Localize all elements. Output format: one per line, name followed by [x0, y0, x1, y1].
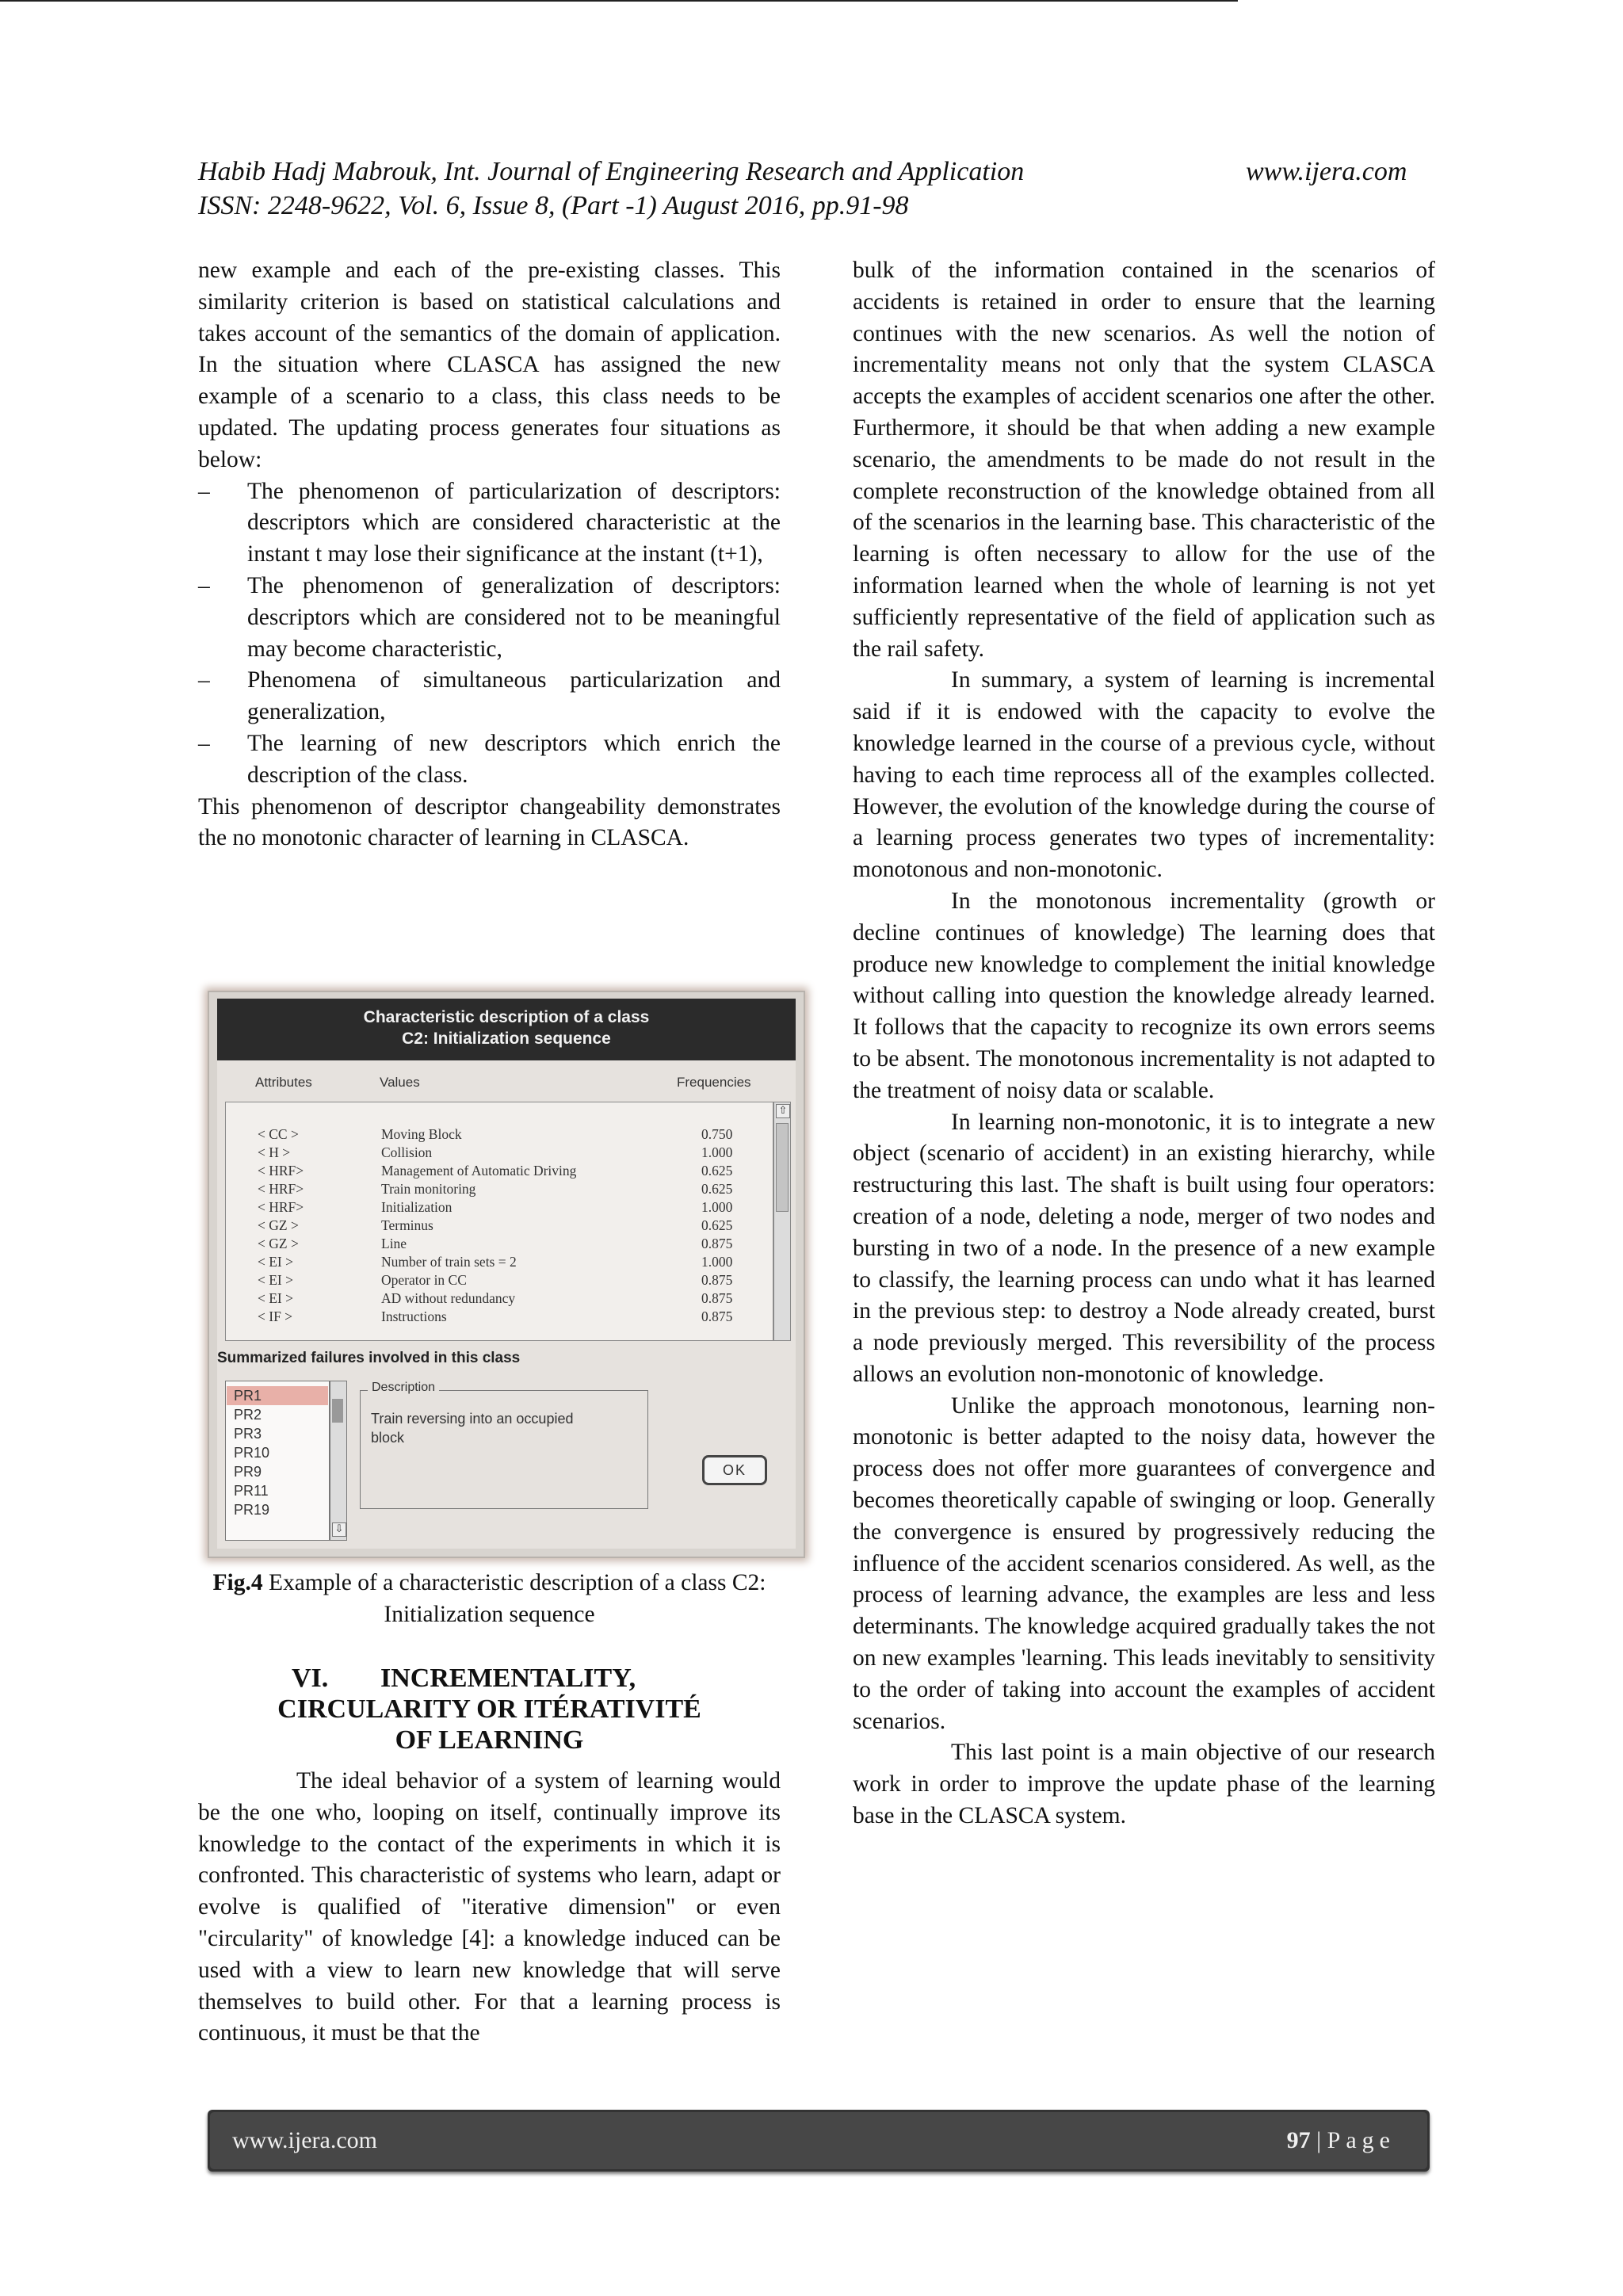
scroll-up-arrow-icon[interactable]: ⇧: [776, 1104, 790, 1118]
column-header-frequencies: Frequencies: [677, 1075, 751, 1090]
attribute-name: < EI >: [258, 1254, 294, 1270]
attribute-row: [226, 1216, 773, 1235]
attribute-frequency: 0.750: [701, 1126, 733, 1142]
attribute-row: [226, 1125, 773, 1144]
attribute-value: Instructions: [381, 1308, 447, 1324]
paragraph: This phenomenon of descriptor changeability demonstrates the no monotonic character of learning in CLASCA.: [198, 793, 781, 851]
dialog-title: Characteristic description of a class: [363, 1008, 650, 1026]
attribute-row: [226, 1270, 773, 1289]
attribute-frequency: 0.875: [701, 1290, 733, 1306]
paragraph: bulk of the information contained in the scenarios of accidents is retained in order to ensure that the learning continues with the new scenarios. As well the notion of incrementality means not only that the system CLASCA accepts the examples of accident scenarios one after the other. Furthermore, it should be that when adding a new example scenario, the amendments to be made do not result in the complete reconstruction of the knowledge obtained from all of the scenarios in the learning base. This characteristic of the learning is often necessary to allow for the use of the information learned when the whole of learning is not yet sufficiently representative of the field of application such as the rail safety.: [853, 258, 1435, 662]
attributes-list[interactable]: [225, 1102, 773, 1341]
figure-label: Fig.4: [212, 1570, 263, 1595]
attribute-value: Moving Block: [381, 1126, 462, 1142]
column-header-attributes: Attributes: [255, 1075, 312, 1090]
list-item: [198, 665, 781, 728]
attribute-row: [226, 1289, 773, 1308]
dialog-title-bar: [217, 999, 796, 1060]
column-header-values: Values: [380, 1075, 420, 1090]
dash-bullet: –: [198, 667, 210, 693]
description-group-box: [360, 1390, 648, 1509]
attribute-value: Number of train sets = 2: [381, 1254, 517, 1270]
scrollbar-thumb[interactable]: [332, 1399, 343, 1423]
header-rule: [0, 0, 1238, 2]
attribute-name: < GZ >: [258, 1236, 299, 1251]
failure-item[interactable]: PR3: [234, 1426, 262, 1442]
attribute-row: [226, 1252, 773, 1271]
list-item-text: The phenomenon of generalization of descriptors: descriptors which are considered not to be meaningful may become characteristic,: [247, 572, 781, 662]
attribute-value: AD without redundancy: [381, 1290, 516, 1306]
list-item-text: Phenomena of simultaneous particularization and generalization,: [247, 667, 781, 725]
attribute-frequency: 0.875: [701, 1308, 733, 1324]
page-separator: |: [1310, 2127, 1327, 2153]
paragraph: In learning non-monotonic, it is to integrate a new object (scenario of accident) in an existing hierarchy, while restructuring this last. The shaft is built using four operators: creation of a node, deleting a node, merger of two nodes and bursting in two of a node. In the presence of a new example to classify, the learning process can undo what it has learned in the previous step: to destroy a Node already created, burst a node previously merged. This reversibility of the process allows an evolution non-monotonic of knowledge.: [853, 1109, 1435, 1387]
section-title-line1: INCREMENTALITY,: [380, 1664, 636, 1693]
attribute-frequency: 0.625: [701, 1163, 733, 1179]
section-title-line3: OF LEARNING: [395, 1725, 584, 1755]
paragraph: Unlike the approach monotonous, learning non-monotonic is better adapted to the noisy data, however the process does not offer more guarantees of convergence and becomes theoretically capable of swinging or loop. Generally the convergence is ensured by progressively reducing the influence of the accident scenarios considered. As well, as the process of learning advance, the examples are less and less determinants. The knowledge acquired gradually takes the not on new examples 'learning. This leads inevitably to sensitivity to the order of taking into account the examples of accident scenarios.: [853, 1392, 1435, 1734]
section-title-line2: CIRCULARITY OR ITÉRATIVITÉ: [277, 1694, 701, 1724]
paragraph: new example and each of the pre-existing classes. This similarity criterion is based on statistical calculations and takes account of the semantics of the domain of application. In the situation where CLASCA has assigned the new example of a scenario to a class, this class needs to be updated. The updating process generates four situations as below:: [198, 258, 781, 472]
figure-caption-text: Example of a characteristic description of a class C2: Initialization sequence: [262, 1570, 766, 1627]
paragraph: This last point is a main objective of our research work in order to improve the update phase of the learning base in the CLASCA system.: [853, 1740, 1435, 1829]
failures-scrollbar[interactable]: [330, 1381, 347, 1541]
attribute-row: [226, 1179, 773, 1198]
attribute-row: [226, 1143, 773, 1162]
attribute-value: Initialization: [381, 1199, 453, 1215]
footer-url: www.ijera.com: [232, 2127, 377, 2153]
list-item: [198, 571, 781, 665]
attribute-name: < GZ >: [258, 1217, 299, 1233]
page-word: Page: [1327, 2127, 1396, 2153]
running-header-issn: ISSN: 2248-9622, Vol. 6, Issue 8, (Part -1) August 2016, pp.91-98: [198, 191, 909, 220]
description-text: Train reversing into an occupied block: [371, 1411, 574, 1446]
left-column: [198, 255, 781, 854]
attribute-value: Management of Automatic Driving: [381, 1163, 577, 1179]
attribute-value: Train monitoring: [381, 1181, 476, 1197]
attribute-frequency: 0.875: [701, 1272, 733, 1288]
attribute-name: < HRF>: [258, 1163, 304, 1179]
page-footer: [208, 2110, 1430, 2172]
attribute-row: [226, 1198, 773, 1217]
dialog-subtitle: C2: Initialization sequence: [402, 1030, 611, 1048]
left-column-continued: [198, 1766, 781, 2050]
attribute-name: < EI >: [258, 1290, 294, 1306]
paragraph: In summary, a system of learning is incremental said if it is endowed with the capacity to evolve the knowledge learned in the course of a previous cycle, without having to each time reprocess all of the examples collected. However, the evolution of the knowledge during the course of a learning process generates two types of incrementality: monotonous and non-monotonic.: [853, 667, 1435, 883]
scroll-down-arrow-icon[interactable]: ⇩: [332, 1522, 346, 1537]
paragraph: The ideal behavior of a system of learning would be the one who, looping on itself, continually improve its knowledge to the contact of the experiments in which it is confronted. This characteristic of systems who learn, adapt or evolve is qualified of "iterative dimension" or even "circularity" of knowledge [4]: a knowledge induced can be used with a view to learn new knowledge that will serve themselves to build other. For that a learning process is continuous, it must be that the: [198, 1768, 781, 2046]
scrollbar-thumb[interactable]: [776, 1123, 789, 1212]
description-label: Description: [368, 1381, 439, 1395]
attribute-name: < EI >: [258, 1272, 294, 1288]
attribute-name: < CC >: [258, 1126, 299, 1142]
section-number: VI.: [292, 1664, 329, 1693]
attribute-value: Line: [381, 1236, 407, 1251]
attribute-value: Operator in CC: [381, 1272, 467, 1288]
failure-item[interactable]: PR11: [234, 1483, 269, 1499]
attribute-row: [226, 1307, 773, 1326]
right-column: [853, 255, 1435, 1832]
summarized-failures-label: Summarized failures involved in this class: [217, 1350, 521, 1366]
figure-caption: [198, 1568, 781, 1631]
dialog-body: [217, 1060, 796, 1549]
attribute-value: Terminus: [381, 1217, 433, 1233]
failure-item[interactable]: PR1: [234, 1388, 262, 1404]
failures-list[interactable]: [225, 1381, 330, 1541]
failure-item[interactable]: PR2: [234, 1407, 262, 1423]
dash-bullet: –: [198, 572, 210, 598]
list-item-text: The phenomenon of particularization of descriptors: descriptors which are considered characteristic at the instant t may lose their significance at the instant (t+1),: [247, 478, 781, 567]
attribute-frequency: 1.000: [701, 1144, 733, 1160]
attribute-row: [226, 1161, 773, 1180]
attribute-frequency: 0.625: [701, 1181, 733, 1197]
attribute-frequency: 0.625: [701, 1217, 733, 1233]
attribute-name: < H >: [258, 1144, 291, 1160]
attributes-table-header: [217, 1075, 796, 1100]
footer-page-number: [1287, 2125, 1396, 2157]
attribute-name: < IF >: [258, 1308, 293, 1324]
attribute-frequency: 0.875: [701, 1236, 733, 1251]
running-header-url: www.ijera.com: [1246, 157, 1407, 186]
paragraph: In the monotonous incrementality (growth or decline continues of knowledge) The learning does that produce new knowledge to complement the initial knowledge without calling into question the knowledge already learned. It follows that the capacity to recognize its own errors seems to be absent. The monotonous incrementality is not adapted to the treatment of noisy data or scalable.: [853, 888, 1435, 1103]
ok-button[interactable]: OK: [702, 1455, 767, 1485]
page-number: 97: [1286, 2127, 1311, 2153]
dash-bullet: –: [198, 730, 210, 756]
dash-bullet: –: [198, 478, 210, 504]
attribute-value: Collision: [381, 1144, 433, 1160]
failure-item[interactable]: PR19: [234, 1502, 270, 1518]
figure-4-dialog: [208, 991, 805, 1558]
attribute-frequency: 1.000: [701, 1254, 733, 1270]
running-header-citation: Habib Hadj Mabrouk, Int. Journal of Engineering Research and Application: [198, 157, 1025, 186]
list-item: [198, 728, 781, 792]
list-item: [198, 476, 781, 571]
list-item-text: The learning of new descriptors which enrich the description of the class.: [247, 730, 781, 788]
attribute-name: < HRF>: [258, 1199, 304, 1215]
attribute-frequency: 1.000: [701, 1199, 733, 1215]
footer-inner: [210, 2112, 1427, 2169]
failure-item[interactable]: PR10: [234, 1445, 270, 1461]
attribute-row: [226, 1234, 773, 1253]
attributes-scrollbar[interactable]: [773, 1102, 791, 1341]
failure-item[interactable]: PR9: [234, 1464, 262, 1480]
situation-list: [198, 476, 781, 792]
attribute-name: < HRF>: [258, 1181, 304, 1197]
